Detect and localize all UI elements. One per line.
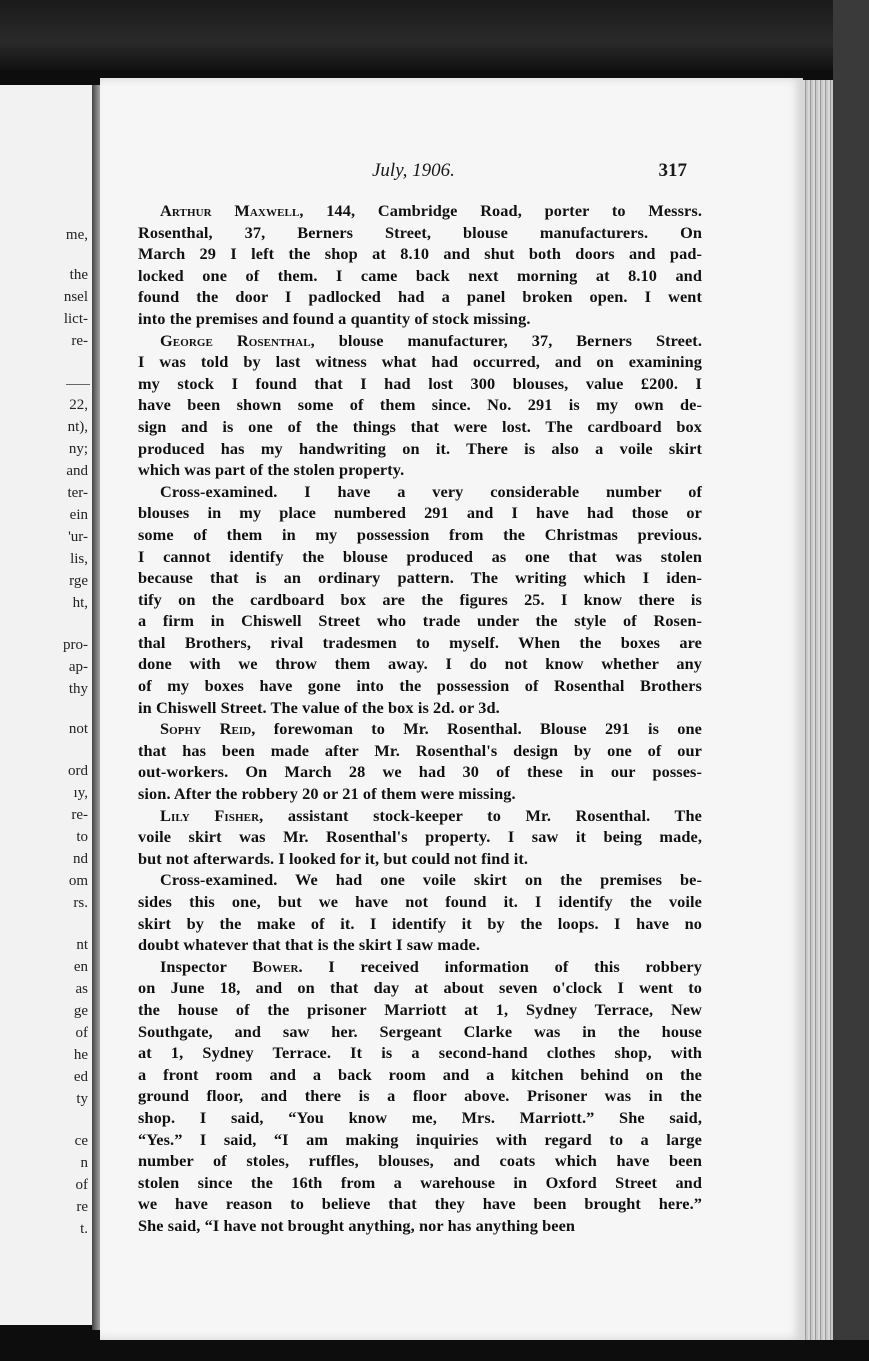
left-page-fragment: nsel — [63, 289, 88, 305]
text-line — [138, 1107, 702, 1129]
text-line — [138, 1193, 702, 1215]
text-line-content: in Chiswell Street. The value of the box is 2d. or 3d. — [138, 697, 500, 717]
text-line-content: a firm in Chiswell Street who trade under the style of Rosen- — [138, 611, 702, 631]
text-line-content: at 1, Sydney Terrace. It is a second-hand clothes shop, with — [138, 1043, 702, 1063]
text-line-content: assistant stock-keeper to Mr. Rosenthal. The — [263, 805, 703, 825]
text-line — [138, 1042, 702, 1064]
text-line-content: have been shown some of them since. No. 291 is my own de- — [138, 395, 702, 415]
left-page-fragment: rge — [69, 573, 88, 589]
text-line-content: stolen since the 16th from a warehouse in Oxford Street and — [138, 1172, 702, 1192]
left-page-fragment: me, — [65, 227, 88, 243]
left-page-fragment: ein — [69, 507, 88, 523]
left-page-fragment: ge — [73, 1003, 88, 1019]
text-line — [138, 977, 702, 999]
left-page-fragment: to — [76, 829, 88, 845]
text-line — [138, 1085, 702, 1107]
text-line-content: shop. I said, “You know me, Mrs. Marriott.” She said, — [138, 1107, 702, 1127]
left-page-fragment: re- — [71, 807, 88, 823]
left-page-fragment: lict- — [63, 311, 88, 327]
left-page-fragment: of — [75, 1025, 88, 1041]
text-line — [138, 394, 702, 416]
text-line-content: but not afterwards. I looked for it, but could not find it. — [138, 848, 529, 868]
text-line — [138, 610, 702, 632]
text-line-content: She said, “I have not brought anything, nor has anything been — [138, 1215, 576, 1235]
scan-bottom-border — [0, 1340, 869, 1361]
text-line — [138, 351, 702, 373]
text-line-content: I received information of this robbery — [302, 956, 702, 976]
left-page-fragment: ap- — [68, 659, 88, 675]
text-line — [138, 286, 702, 308]
text-line-content: tify on the cardboard box are the figures 25. I know there is — [138, 589, 702, 609]
page-number: 317 — [658, 160, 687, 181]
left-page-fragment: 'ur- — [68, 529, 88, 545]
text-line — [138, 1064, 702, 1086]
text-line-content: number of stoles, ruffles, blouses, and coats which have been — [138, 1151, 702, 1171]
text-line-content: Rosenthal, 37, Berners Street, blouse manufacturers. On — [138, 222, 702, 242]
left-page-rule — [66, 384, 90, 385]
text-line-content: ground floor, and there is a floor above. Prisoner was in the — [138, 1086, 702, 1106]
text-line-content: skirt by the make of it. I identify it by the loops. I have no — [138, 913, 702, 933]
page-body-text — [138, 200, 702, 1237]
text-line — [138, 1150, 702, 1172]
text-line — [138, 805, 702, 827]
left-page-fragment: lis, — [70, 551, 88, 567]
text-line-content: locked one of them. I came back next morning at 8.10 and — [138, 265, 702, 285]
text-line — [138, 1215, 702, 1237]
text-line-content: sion. After the robbery 20 or 21 of them were missing. — [138, 784, 516, 804]
text-line — [138, 675, 702, 697]
left-page-fragment: ord — [68, 763, 88, 779]
text-line — [138, 200, 702, 222]
text-line — [138, 956, 702, 978]
text-line — [138, 567, 702, 589]
left-page-fragment: nt — [76, 937, 88, 953]
text-line — [138, 999, 702, 1021]
left-page-fragment: ht, — [72, 595, 88, 611]
left-page-fragment: thy — [68, 681, 88, 697]
text-line — [138, 243, 702, 265]
text-line-content: which was part of the stolen property. — [138, 460, 405, 480]
speaker-prefix: Inspector — [160, 956, 253, 976]
text-line-content: a front room and a back room and a kitchen behind on the — [138, 1064, 702, 1084]
text-line-content: my stock I found that I had lost 300 blouses, value £200. I — [138, 373, 702, 393]
left-page-fragment: t. — [80, 1221, 88, 1237]
running-head-title: July, 1906. — [372, 160, 455, 181]
text-line — [138, 524, 702, 546]
left-page-fragment: nt), — [67, 419, 88, 435]
speaker-name: Lily Fisher, — [160, 805, 264, 825]
text-line-content: the house of the prisoner Marriott at 1, Sydney Terrace, New — [138, 999, 702, 1019]
text-line — [138, 481, 702, 503]
left-page-fragment: the — [69, 267, 88, 283]
left-page-fragment: as — [75, 981, 88, 997]
text-line-content: we have reason to believe that they have been brought here.” — [138, 1194, 702, 1214]
facing-page-fragment — [0, 85, 95, 1325]
scan-top-border — [0, 0, 869, 70]
text-line — [138, 697, 702, 719]
text-line-content: found the door I padlocked had a panel broken open. I went — [138, 287, 702, 307]
text-line-content: produced has my handwriting on it. There is also a voile skirt — [138, 438, 702, 458]
text-line — [138, 783, 702, 805]
text-line-content: on June 18, and on that day at about seven o'clock I went to — [138, 978, 702, 998]
text-line-content: March 29 I left the shop at 8.10 and shut both doors and pad- — [138, 244, 702, 264]
left-page-fragment: ce — [74, 1133, 88, 1149]
text-line-content: sign and is one of the things that were lost. The cardboard box — [138, 416, 702, 436]
text-line — [138, 222, 702, 244]
text-line-content: Southgate, and saw her. Sergeant Clarke was in the house — [138, 1021, 702, 1041]
text-line — [138, 546, 702, 568]
left-page-fragment: rs. — [73, 895, 88, 911]
text-line — [138, 740, 702, 762]
text-line-content: voile skirt was Mr. Rosenthal's property. I saw it being made, — [138, 827, 702, 847]
left-page-fragment: of — [75, 1177, 88, 1193]
left-page-fragment: not — [68, 721, 88, 737]
left-page-fragment: ıy, — [73, 785, 88, 801]
text-line — [138, 653, 702, 675]
text-line-content: into the premises and found a quantity of stock missing. — [138, 308, 531, 328]
text-line-content: of my boxes have gone into the possession of Rosenthal Brothers — [138, 676, 702, 696]
left-page-fragment: ty — [76, 1091, 88, 1107]
text-line-content: thal Brothers, rival tradesmen to myself. When the boxes are — [138, 632, 702, 652]
text-line — [138, 265, 702, 287]
speaker-name: Arthur Maxwell, — [160, 201, 304, 220]
scan-right-border — [833, 0, 869, 1361]
text-line — [138, 373, 702, 395]
text-line-content: done with we throw them away. I do not know whether any — [138, 654, 702, 674]
text-line-content: that has been made after Mr. Rosenthal's design by one of our — [138, 740, 702, 760]
text-line — [138, 1172, 702, 1194]
left-page-fragment: ed — [73, 1069, 88, 1085]
page-edges — [803, 80, 833, 1342]
left-page-fragment: re — [76, 1199, 88, 1215]
text-line — [138, 718, 702, 740]
text-line-content: blouses in my place numbered 291 and I have had those or — [138, 503, 702, 523]
text-line — [138, 438, 702, 460]
text-line-content: doubt whatever that that is the skirt I saw made. — [138, 935, 480, 955]
left-page-fragment: om — [68, 873, 88, 889]
text-line-content: 144, Cambridge Road, porter to Messrs. — [303, 201, 702, 220]
left-page-fragment: and — [66, 463, 88, 479]
left-page-fragment: nd — [73, 851, 88, 867]
text-line-content: forewoman to Mr. Rosenthal. Blouse 291 is one — [255, 719, 703, 739]
text-line-content: I cannot identify the blouse produced as one that was stolen — [138, 546, 702, 566]
text-line — [138, 502, 702, 524]
text-line — [138, 459, 702, 481]
text-line — [138, 1129, 702, 1151]
left-page-fragment: n — [80, 1155, 88, 1171]
text-line — [138, 913, 702, 935]
text-line — [138, 632, 702, 654]
text-line — [138, 308, 702, 330]
text-line-content: blouse manufacturer, 37, Berners Street. — [314, 330, 703, 350]
left-page-fragment: pro- — [63, 637, 88, 653]
left-page-fragment: he — [73, 1047, 88, 1063]
text-line — [138, 934, 702, 956]
text-line-content: “Yes.” I said, “I am making inquiries with regard to a large — [138, 1129, 702, 1149]
text-line-content: I was told by last witness what had occurred, and on examining — [138, 352, 702, 372]
text-line-content: sides this one, but we have not found it. I identify the voile — [138, 892, 702, 911]
text-line — [138, 761, 702, 783]
left-page-fragment: ter- — [67, 485, 88, 501]
text-line-content: out-workers. On March 28 we had 30 of these in our posses- — [138, 762, 702, 782]
text-line — [138, 330, 702, 352]
text-line-content: Cross-examined. I have a very considerable number of — [160, 481, 702, 501]
text-line — [138, 416, 702, 438]
text-line — [138, 869, 702, 891]
text-line — [138, 891, 702, 913]
left-page-fragment: re- — [71, 333, 88, 349]
text-line-content: Cross-examined. We had one voile skirt on the premises be- — [160, 870, 702, 890]
left-page-fragment: en — [73, 959, 88, 975]
text-line-content: some of them in my possession from the Christmas previous. — [138, 524, 702, 544]
text-line — [138, 848, 702, 870]
left-page-fragment: 22, — [69, 397, 88, 413]
text-line-content: because that is an ordinary pattern. The writing which I iden- — [138, 568, 702, 588]
speaker-name: George Rosenthal, — [160, 330, 315, 350]
text-line — [138, 826, 702, 848]
speaker-name: Bower. — [252, 956, 303, 976]
text-line — [138, 589, 702, 611]
running-head — [372, 160, 687, 186]
text-line — [138, 1021, 702, 1043]
speaker-name: Sophy Reid, — [160, 719, 256, 739]
left-page-fragment: ny; — [68, 441, 88, 457]
